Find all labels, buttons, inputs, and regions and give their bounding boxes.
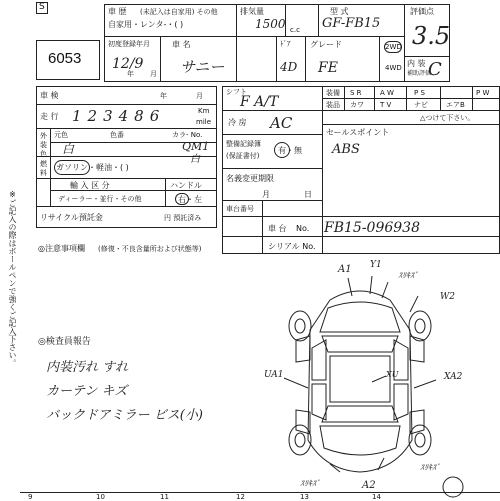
equip-r1c5: P W	[476, 89, 490, 97]
footer-num-2: 10	[96, 493, 105, 501]
inspector-line-1: 内装汚れ すれ	[46, 360, 129, 375]
equip-r1c3: A W	[380, 89, 394, 97]
grade-field-value: FE	[318, 60, 338, 76]
color-orig-value: 白	[62, 142, 75, 156]
inspection-year: 年	[160, 92, 167, 100]
notes-label: ◎注意事項欄	[38, 244, 85, 253]
ownership-month: 月	[262, 190, 270, 199]
vert-label-2: 装	[40, 141, 47, 149]
ac-value: AC	[270, 114, 293, 132]
km-label: Km	[198, 107, 210, 115]
recycle-label: リサイクル預託金	[40, 213, 103, 222]
ownership-day: 日	[304, 190, 312, 199]
serial-label: シリアル No.	[268, 242, 316, 251]
interior-value: C	[428, 59, 442, 80]
grade-field-label: グレード	[310, 40, 342, 49]
vin-no: No.	[296, 224, 310, 233]
side-note: ※ご記入の際はボールペンで強くご記入下さい。	[8, 190, 17, 367]
equip-r1c2: S R	[350, 89, 362, 97]
interior-sub: 補助評価	[407, 70, 432, 77]
shift-value: F A/T	[240, 94, 279, 110]
model-label: 型 式	[330, 7, 349, 16]
history-label: 車 歴	[108, 7, 127, 16]
import-label: 輸 入 区 分	[70, 181, 110, 190]
displacement-value: 1500	[255, 17, 286, 31]
vert-label-3: 色	[40, 150, 47, 158]
mark-a2: A2	[362, 480, 376, 491]
chassis-label: 車台番号	[226, 205, 254, 213]
shift-label: シフト	[226, 88, 247, 96]
inspector-line-3: バックドアミラー ビス(小)	[46, 408, 203, 423]
history-sub: 自家用・レンタ-・( )	[108, 20, 184, 29]
serial-value: FB15-096938	[324, 220, 420, 236]
doors-value: 4D	[280, 60, 298, 74]
ac-label: 冷 房	[228, 118, 247, 127]
corner-mark: S	[39, 2, 45, 12]
steering-value: 右・左	[178, 195, 202, 204]
first-reg-value: 12/9	[112, 56, 144, 72]
grade-value: 3.5	[412, 22, 451, 50]
interior-label: 内 装	[407, 59, 426, 68]
mark-ua1: UA1	[264, 370, 284, 380]
vin-label: 車 台	[268, 224, 287, 233]
equip-r1c1: 装備	[326, 89, 340, 97]
car-name-label: 車 名	[172, 40, 191, 49]
footer-num-3: 11	[160, 493, 169, 501]
doors-label: ﾄﾞｱ	[280, 40, 291, 48]
equipment-note: △つけて下さい。	[420, 114, 475, 122]
equip-r2c4: ナビ	[414, 101, 428, 109]
color-no-value: QM1	[182, 140, 210, 153]
color-no-label: カラ- No.	[172, 131, 203, 139]
mark-w2: W2	[440, 292, 455, 302]
car-name-value: サニー	[180, 58, 225, 76]
selling-points-label: セールスポイント	[326, 128, 390, 137]
equip-r2c1: 装品	[326, 101, 340, 109]
vert-label-5: 料	[40, 169, 47, 177]
recycle-status: 円 預託済み	[164, 214, 202, 222]
model-value: GF-FB15	[322, 16, 381, 31]
import-value: ディーラー・並行・その他	[58, 195, 142, 203]
color-current: 白	[190, 154, 200, 165]
history-options: (未記入は自家用) その他	[140, 8, 218, 16]
equip-r2c2: カワ	[350, 101, 364, 109]
equip-r2c5: エアB	[446, 101, 465, 109]
inspector-line-2: カーテン キズ	[46, 384, 128, 399]
drive-2wd: 2WD	[385, 43, 402, 51]
selling-points-value: ABS	[332, 142, 360, 157]
mark-xu: XU	[386, 370, 399, 379]
inspector-title: ◎検査員報告	[38, 337, 91, 347]
equip-r2c3: T V	[380, 101, 392, 109]
displacement-unit: c.c	[290, 26, 300, 34]
mark-dent: ｽﾘｷｽﾞ	[398, 271, 418, 280]
footer-num-4: 12	[236, 493, 245, 501]
inspection-label: 車 検	[40, 91, 59, 100]
grade-label: 評価点	[410, 7, 434, 16]
inspection-month: 月	[196, 92, 203, 100]
maint-label: 整備記録簿	[226, 140, 261, 148]
mark-bottom-right: ｽﾘｷｽﾞ	[420, 463, 440, 472]
mileage-value: 123486	[72, 107, 166, 125]
color-label: 色番	[110, 131, 124, 139]
vert-label-4: 燃	[40, 160, 47, 168]
ownership-label: 名義変更期限	[226, 174, 274, 183]
month-label: 月	[150, 70, 157, 78]
mileage-label: 走 行	[40, 112, 59, 121]
mark-bottom-left: ｽﾘｷｽﾞ	[300, 479, 320, 488]
mark-a1: A1	[338, 264, 352, 275]
maint-sub: (保証書付)	[226, 152, 260, 160]
color-orig-label: 元色	[54, 131, 68, 139]
fuel-label: ガソリン・軽油・( )	[56, 163, 129, 172]
first-reg-label: 初度登録年月	[108, 40, 150, 48]
footer-num-5: 13	[300, 493, 309, 501]
drive-4wd: 4WD	[385, 64, 402, 72]
equip-r1c4: P S	[414, 89, 425, 97]
mark-xa2: XA2	[444, 372, 463, 382]
year-label: 年	[127, 70, 134, 78]
mile-label: mile	[196, 118, 212, 126]
maint-value: 有・無	[278, 146, 302, 155]
steering-label: ハンドル	[170, 181, 202, 190]
vert-label-1: 外	[40, 132, 47, 140]
displacement-label: 排気量	[240, 7, 264, 16]
lot-number: 6053	[48, 50, 82, 67]
footer-num-1: 9	[28, 493, 33, 501]
footer-num-6: 14	[372, 493, 381, 501]
mark-y1: Y1	[370, 260, 382, 270]
notes-sub: (修復・不良含量所および状態等)	[98, 245, 202, 253]
